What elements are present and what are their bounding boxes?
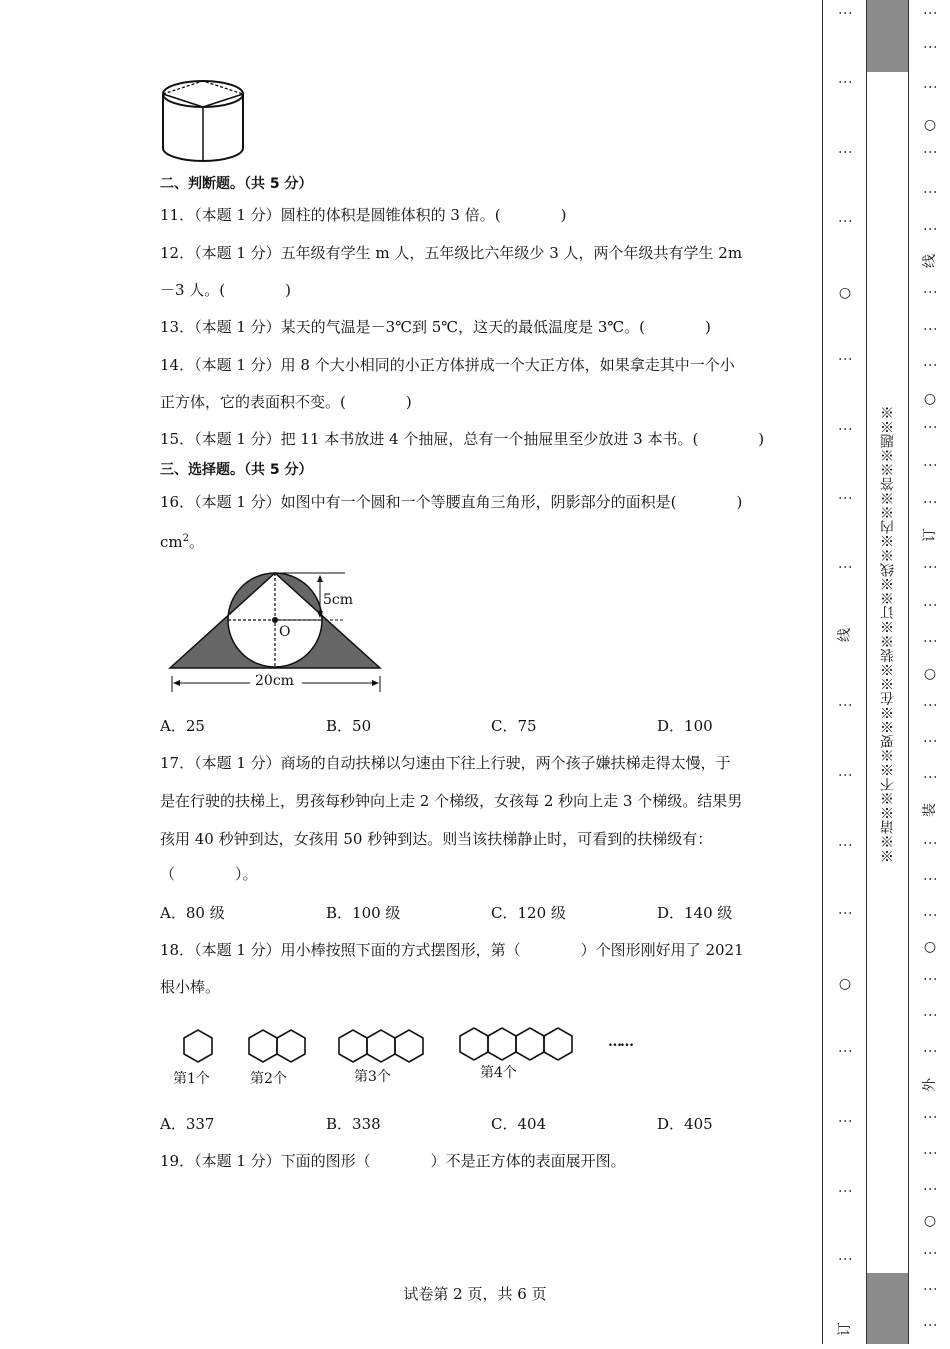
question-18-line2: 根小棒。 [160,978,221,996]
margin-dots: ⋮ [922,872,938,886]
margin-dots: ⋮ [837,6,853,20]
margin-dots: ⋮ [837,838,853,852]
margin-circle: ○ [923,1213,937,1229]
hexagon-3a [339,1030,367,1062]
page-footer: 试卷第 2 页，共 6 页 [403,1285,547,1303]
question-14-line1: 14．（本题 1 分）用 8 个大小相同的小正方体拼成一个大正方体，如果拿走其中一个小 [160,356,735,374]
margin-dots: ⋮ [837,1252,853,1266]
margin-dots: ⋮ [922,145,938,159]
margin-dots: ⋮ [922,420,938,434]
margin-dots: ⋮ [837,352,853,366]
unit-cm: cm [160,533,183,551]
question-19: 19．（本题 1 分）下面的图形（ ）不是正方体的表面展开图。 [160,1152,626,1170]
cylinder-figure [158,78,248,164]
question-17-line4: （ ）。 [160,865,258,883]
margin-dots: ⋮ [837,75,853,89]
margin-dots: ⋮ [922,698,938,712]
margin-circle: ○ [923,939,937,955]
hexagon-2b [277,1030,305,1062]
hexagon-4b [488,1028,516,1060]
hexagon-pattern-figure [175,1022,675,1072]
figure-label-20cm: 20cm [255,673,294,689]
pattern-label-2: 第2个 [250,1071,287,1087]
q17-option-d: D．140 级 [657,904,733,922]
margin-dots: ⋮ [922,972,938,986]
margin-dots: ⋮ [922,1246,938,1260]
q17-option-b: B．100 级 [326,904,401,922]
question-17-line2: 是在行驶的扶梯上，男孩每秒钟向上走 2 个梯级，女孩每 2 秒向上走 3 个梯级。结果男 [160,792,743,810]
margin-dots: ⋮ [837,906,853,920]
hexagon-3b [367,1030,395,1062]
q16-option-b: B．50 [326,717,372,735]
margin-label-zhuang: 装 [844,1341,846,1342]
section3-heading: 三、选择题。（共 5 分） [160,462,313,478]
figure-label-5cm: 5cm [323,592,354,608]
margin-dots: ⋮ [922,1318,938,1332]
q18-option-c: C．404 [491,1115,547,1133]
pattern-label-1: 第1个 [173,1071,210,1087]
margin-dots: ⋮ [922,1182,938,1196]
pattern-label-4: 第4个 [480,1065,517,1081]
hexagon-2a [249,1030,277,1062]
margin-label-xian-inner: 线 [922,254,938,268]
question-14-line2: 正方体，它的表面积不变。( ) [160,393,412,411]
q17-option-c: C．120 级 [491,904,566,922]
section2-heading: 二、判断题。（共 5 分） [160,176,313,192]
margin-dots: ⋮ [837,768,853,782]
margin-label-xian: 线 [837,628,853,642]
period: 。 [189,533,205,551]
margin-label-zhuang-inner: 装 [922,803,938,817]
margin-dots: ⋮ [837,491,853,505]
margin-circle: ○ [923,666,937,682]
hexagon-4d [544,1028,572,1060]
q17-option-a: A．80 级 [160,904,225,922]
margin-dots: ⋮ [922,285,938,299]
margin-dots: ⋮ [922,495,938,509]
margin-dots: ⋮ [837,698,853,712]
question-11: 11．（本题 1 分）圆柱的体积是圆锥体积的 3 倍。( ) [160,206,567,224]
margin-dots: ⋮ [922,598,938,612]
question-17-line1: 17．（本题 1 分）商场的自动扶梯以匀速由下往上行驶，两个孩子嫌扶梯走得太慢，于 [160,754,731,772]
margin-dots: ⋮ [922,358,938,372]
margin-dots: ⋮ [922,1008,938,1022]
question-12-line2: －3 人。( ) [160,281,292,299]
question-15: 15．（本题 1 分）把 11 本书放进 4 个抽屉，总有一个抽屉里至少放进 3 本书。( ) [160,430,765,448]
q16-option-c: C．75 [491,717,537,735]
margin-dots: ⋮ [922,908,938,922]
margin-dots: ⋮ [922,222,938,236]
hexagon-4c [516,1028,544,1060]
margin-dots: ⋮ [922,1110,938,1124]
margin-dots: ⋮ [922,40,938,54]
margin-dots: ⋮ [922,634,938,648]
margin-dots: ⋮ [922,836,938,850]
question-18-line1: 18．（本题 1 分）用小棒按照下面的方式摆图形，第（ ）个图形刚好用了 2021 [160,941,744,959]
unit-exponent: 2 [182,533,189,544]
question-13: 13．（本题 1 分）某天的气温是－3℃到 5℃，这天的最低温度是 3℃。( ) [160,318,711,336]
question-16-line2 [160,529,204,552]
margin-label-ding-inner: 订 [922,528,938,542]
margin-circle: ○ [923,391,937,407]
margin-dots: ⋮ [922,560,938,574]
q16-option-a: A．25 [160,717,205,735]
margin-dots: ⋮ [922,322,938,336]
figure-label-o: O [279,624,291,640]
q16-option-d: D．100 [657,717,713,735]
margin-label-ding: 订 [837,1322,853,1336]
margin-dots: ⋮ [837,1114,853,1128]
margin-dots: ⋮ [837,1184,853,1198]
band-warning-text: ※※请※※不※※要※※在※※装※※订※※线※※内※※答※※题※※ [880,405,896,863]
margin-dots: ⋮ [922,1146,938,1160]
margin-dots: ⋮ [837,560,853,574]
margin-dots: ⋮ [922,1044,938,1058]
margin-dots: ⋮ [922,770,938,784]
margin-dots: ⋮ [837,214,853,228]
hexagon-1 [184,1030,212,1062]
question-17-line3: 孩用 40 秒钟到达，女孩用 50 秒钟到达。则当该扶梯静止时，可看到的扶梯级有： [160,830,713,848]
q18-option-d: D．405 [657,1115,713,1133]
pattern-more-dots: …… [608,1034,632,1050]
margin-circle: ○ [838,976,852,992]
margin-dots: ⋮ [922,734,938,748]
hexagon-4a [460,1028,488,1060]
margin-label-wai-inner: 外 [922,1078,938,1092]
pattern-label-3: 第3个 [354,1069,391,1085]
margin-dots: ⋮ [837,422,853,436]
margin-dots: ⋮ [922,80,938,94]
question-16-line1: 16．（本题 1 分）如图中有一个圆和一个等腰直角三角形，阴影部分的面积是( ) [160,493,743,511]
margin-dots: ⋮ [922,6,938,20]
q18-option-a: A．337 [160,1115,215,1133]
hexagon-3c [395,1030,423,1062]
margin-circle: ○ [838,285,852,301]
margin-dots: ⋮ [922,458,938,472]
q18-option-b: B．338 [326,1115,381,1133]
question-12-line1: 12．（本题 1 分）五年级有学生 m 人，五年级比六年级少 3 人，两个年级共有学生 2m [160,244,743,262]
margin-dots: ⋮ [837,1044,853,1058]
margin-circle: ○ [923,117,937,133]
margin-dots: ⋮ [922,1282,938,1296]
margin-dots: ⋮ [837,145,853,159]
margin-dots: ⋮ [922,185,938,199]
